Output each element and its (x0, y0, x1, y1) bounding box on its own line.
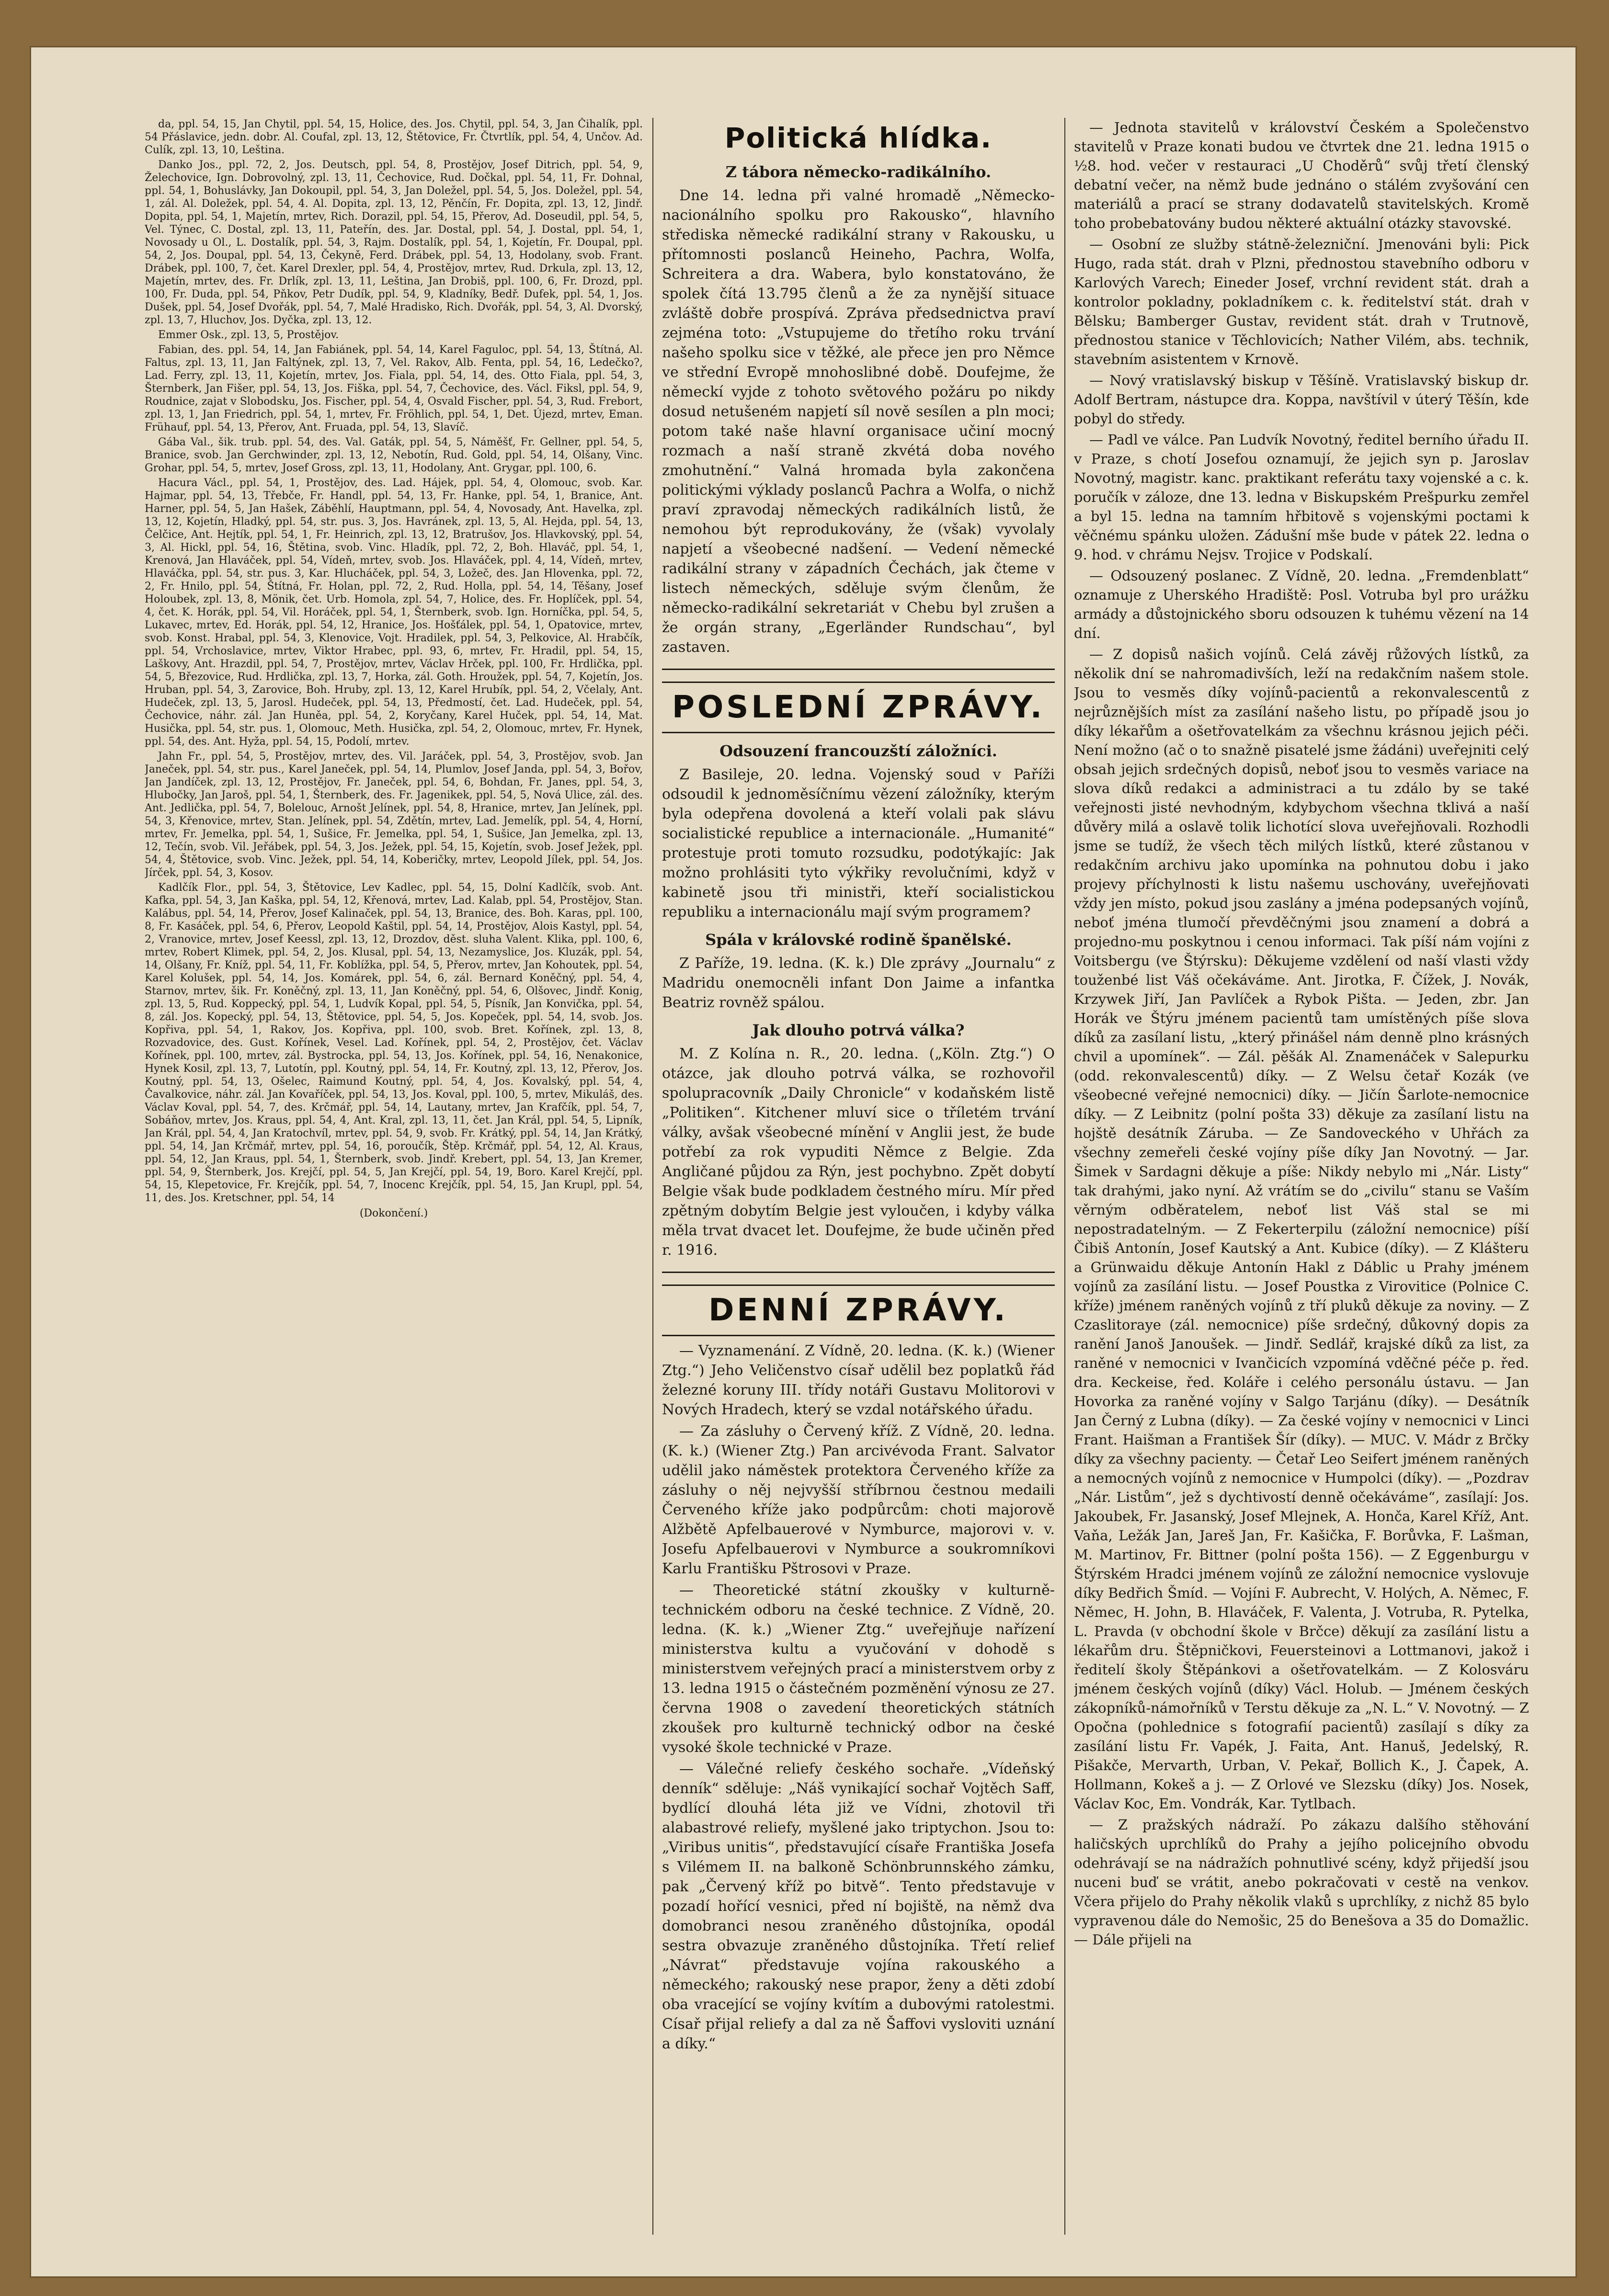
newspaper-page (30, 46, 1577, 2278)
subhead-french-reservists: Odsouzení francouzští záložníci. (719, 742, 997, 760)
news-item-paragraph: — Theoretické státní zkoušky v kulturně-technickém odboru na české technice. Z Vídně, 20. ledna. (K. k.) „Wiener Ztg.“ uveřejňuje nařízení ministerstva kultu a vyučování v dohodě s ministerstvem veřejných prací a ministerstvem orby z 13. ledna 1915 o částečném pozměnění výnosu ze 27. června 1908 o zavedení theoretických státních zkoušek pro kulturně technický odbor na české vysoké škole technické v Praze. (662, 1582, 1055, 1756)
subhead-german-radical: Z tábora německo-radikálního. (725, 163, 992, 181)
notices-column (1074, 118, 1529, 2225)
news-item-paragraph: — Za zásluhy o Červený kříž. Z Vídně, 20. ledna. (K. k.) (Wiener Ztg.) Pan arcivévoda Frant. Salvator udělil jako náměstek protektora Červeného kříže za zásluhy o něj nejvyšší stříbrnou čestnou medaili Červeného kříže jako podpůrcům: choti majorově Alžbětě Apfelbauerové v Nymburce, majorovi v. v. Josefu Apfelbauerovi v Nymburce a soukromníkovi Karlu Františku Pštrosovi v Praze. (662, 1423, 1055, 1577)
daily-news-articles (662, 1341, 1055, 2054)
divider (662, 1272, 1055, 1273)
section-title-daily-news: DENNÍ ZPRÁVY. (662, 1284, 1055, 1336)
casualty-entry-paragraph: Danko Jos., ppl. 72, 2, Jos. Deutsch, ppl. 54, 8, Prostějov, Josef Ditrich, ppl. 54, 9, Želechovice, Ign. Dobrovolný, zpl. 13, 11, Čechovice, Rud. Dočkal, ppl. 54, 11, Fr. Dohnal, ppl. 54, 1, Bohuslávky, Jan Dokoupil, ppl. 54, 3, Jan Doležel, ppl. 54, 5, Jos. Doležel, ppl. 54, 1, zál. Al. Doležek, ppl. 54, 4. Al. Dopita, zpl. 13, 12, Pěnčín, Fr. Dopita, zpl. 13, 12, Jindř. Dopita, ppl. 54, 1, Majetín, mrtev, Rich. Dorazil, ppl. 54, 15, Přerov, Ad. Doseudil, ppl. 54, 5, Vel. Týnec, C. Dostal, zpl. 13, 11, Pateřín, des. Jar. Dostal, ppl. 54, J. Dostal, ppl. 54, 1, Novosady u Ol., L. Dostalík, ppl. 54, 3, Rajm. Dostalík, ppl. 54, 1, Kojetín, Fr. Doupal, ppl. 54, 2, Jos. Doupal, ppl. 54, 13, Čekyně, Ferd. Drábek, ppl. 54, 13, Hodolany, svob. Frant. Drábek, ppl. 100, 7, čet. Karel Drexler, ppl. 54, 4, Prostějov, mrtev, Rud. Drkula, zpl. 13, 12, Majetín, mrtev, des. Fr. Drlík, zpl. 13, 11, Leština, Jan Drobiš, ppl. 100, 6, Fr. Drozd, ppl. 100, Fr. Duda, ppl. 54, Pňkov, Petr Dudík, ppl. 54, 9, Kladníky, Bedř. Dufek, ppl. 54, 1, Jos. Dušek, ppl. 54, Josef Dvořák, ppl. 54, 7, Malé Hradisko, Rich. Dvořák, ppl. 54, 3, Al. Dvorský, zpl. 13, 7, Hluchov, Jos. Dyčka, zpl. 13, 12. (145, 159, 643, 326)
casualty-entry-paragraph: Hacura Václ., ppl. 54, 1, Prostějov, des. Lad. Hájek, ppl. 54, 4, Olomouc, svob. Kar. Hajmar, ppl. 54, 13, Třebče, Fr. Handl, ppl. 54, 13, Fr. Hanke, ppl. 54, 1, Branice, Ant. Harner, ppl. 54, 5, Jan Hašek, Záběhlí, Hauptmann, ppl. 54, 4, Novosady, Ant. Havelka, zpl. 13, 12, Kojetín, Hladký, ppl. 54, str. pus. 3, Jos. Havránek, zpl. 13, 5, Al. Hejda, ppl. 54, 13, Čelčice, Ant. Hejtík, ppl. 54, 1, Fr. Heinrich, zpl. 13, 12, Bratrušov, Jos. Hlavkovský, ppl. 54, 3, Al. Hickl, ppl. 54, 16, Štětina, svob. Vinc. Hladík, ppl. 72, 2, Boh. Hlaváč, ppl. 54, 1, Krenová, Jan Hlaváček, ppl. 54, Vídeň, mrtev, svob. Jos. Hlaváček, ppl. 4, 14, Vídeň, mrtev, Hlaváčka, ppl. 54, str. pus. 3, Kar. Hlucháček, ppl. 54, 3, Ložeč, des. Jan Hlovenka, ppl. 72, 2, Fr. Hnilo, ppl. 54, Štítná, Fr. Holan, ppl. 72, 2, Rud. Holla, ppl. 54, 14, Těšany, Josef Holoubek, zpl. 13, 8, Mönik, čet. Urb. Homola, zpl. 54, 7, Holice, des. Fr. Hoplíček, ppl. 54, 4, čet. K. Horák, ppl. 54, Vil. Horáček, ppl. 54, 1, Šternberk, svob. Ign. Horníčka, ppl. 54, 5, Lukavec, mrtev, Ed. Horák, ppl. 54, 12, Hranice, Jos. Hošťálek, ppl. 54, 1, Opatovice, mrtev, svob. Konst. Hrabal, ppl. 54, 3, Klenovice, Vojt. Hradilek, ppl. 54, 3, Pelkovice, Al. Hrabčík, ppl. 54, Vrchoslavice, mrtev, Viktor Hrabec, ppl. 93, 6, mrtev, Fr. Hradil, ppl. 54, 15, Laškovy, Ant. Hrazdil, ppl. 54, 7, Prostějov, mrtev, Václav Hrček, ppl. 100, Fr. Hrdlička, ppl. 54, 5, Březovice, Rud. Hrdlička, zpl. 13, 7, Horka, zál. Goth. Hroužek, ppl. 54, 7, Kojetín, Jos. Hruban, ppl. 54, 3, Zarovice, Boh. Hruby, zpl. 13, 12, Karel Hrubík, ppl. 54, 2, Včelaly, Ant. Hudeček, zpl. 13, 5, Jarosl. Hudeček, ppl. 54, 13, Předmostí, čet. Lad. Hudeček, ppl. 54, Čechovice, náhr. zál. Jan Huněa, ppl. 54, 2, Koryčany, Karel Huček, ppl. 54, 14, Mat. Husička, ppl. 54, str. pus. 1, Olomouc, Meth. Husička, zpl. 54, 2, Olomouc, mrtev, Fr. Hynek, ppl. 54, des. Ant. Hyža, ppl. 54, 15, Podolí, mrtev. (145, 477, 643, 748)
section-title-latest-news: POSLEDNÍ ZPRÁVY. (662, 682, 1055, 733)
column-rule-2 (1064, 118, 1065, 2235)
notice-paragraph: — Jednota stavitelů v království Českém a Společenstvo stavitelů v Praze konati budou ve čtvrtek dne 21. ledna 1915 o ½8. hod. večer v restauraci „U Choděrů“ svůj třetí členský debatní večer, na němž bude jednáno o stálém zvyšování cen materiálů a prací se strany dodavatelů stavitelských. Kromě toho probebatovány budou některé aktuální otázky stavovské. (1074, 119, 1529, 231)
notice-paragraph: — Z dopisů našich vojínů. Celá závěj růžových lístků, za několik dní se nahromadivších, leží na redakčním našem stole. Jsou to vesměs díky vojínů-pacientů a rekonvalescentů z nejrůznějších míst za zasílání našeho listu, po případě jsou jo díky lékařům a ošetřovatelkám za všechnu krásnou jejich péči. Není možno (ač o to snažně pisatelé jsme žádáni) uveřejniti celý obsah jejich srdečných dopisů, neboť jsou to vesměs variace na slova díků redakci a administraci a tu zdálo by se také veřejnosti jisté nevhodným, kdybychom všechna tklivá a naší důvěry milá a oslavě tolik lichotící slova uveřejňovali. Rozhodli jsme se tudíž, že všech těch milých lístků, které zůstanou v redakčním archivu jako upomínka na pohnutou dobu i jako projevy příchylnosti k listu našemu uschovány, uveřejňovati vždy jen místo, pokud jsou zaslány a jména podepsaných vojínů, neboť jména tlumočí převděčnými jsou znamení a dobrá a projedno-mu poskytnou i cenou informaci. Tak píší nám vojíni z Voitsbergu (ve Štýrsku): Děkujeme vzdělení od naší vlasti vždy touženbé list Váš očekáváme. Ant. Jirotka, F. Čížek, J. Novák, Krzywek Jiří, Jan Pavlíček a Rybok Pišta. — Jeden, zbr. Jan Horák ve Štýru jménem pacientů tam umístěných píše slova díků za zasílaní listu, „který přinášel nám denně plno krásných chvil a upomínek“. — Zál. pěšák Al. Znamenáček v Salepurku (odd. rekonvalescentů) díky. — Z Welsu četař Kozák (ve všeobecné veřejné nemocnici) díky. — Jičín Šarlote-nemocnice díky. — Z Leibnitz (polní pošta 33) děkuje za zasílaní listu na hojště desátník Záruba. — Ze Sandoveckého v Uhřách za všechny zemeřeli české vojíny píše díky Jan Novotný. — Jar. Šimek v Sardagni děkuje a píše: Nikdy nebylo mi „Nár. Listy“ tak drahými, jako nyní. Až vrátím se do „civilu“ stanu se Vaším věrným odběratelem, neboť list Váš stal se mi nepostradatelným. — Z Fekerterpilu (záložní nemocnice) píší Čibiš Antonín, Josef Kautský a Ant. Kubice (díky). — Z Klášteru a Grünwaidu děkuje Antonín Hakl z Dáblic u Prahy jménem vojínů za zasílání listu. — Josef Poustka z Virovitice (Polnice C. kříže) jménem raněných vojínů z tří pluků děkuje za noviny. — Z Czaslitoraye (zál. nemocnice) píše srdečný, důkovný dopis za ranění Janoš Janoušek. — Jindř. Sedlář, krajské díků za list, za raněné v nemocnici v Ivančicích vzpomíná vděčné péče p. řed. dra. Keckeise, řed. Koláře i celého personálu ústavu. — Jan Hovorka za raněné vojíny v Salgo Tarjánu (díky). — Desátník Jan Černý z Lubna (díky). — Za české vojíny v nemocnici v Linci Frant. Haišman a František Šír (díky). — MUC. V. Mádr z Brčky díky za všechny pacienty. — Četař Leo Seifert jménem raněných a nemocných vojínů z nemocnice v Humpolci (díky). — „Pozdrav „Nár. Listům“, jež s dychtivostí denně očekáváme“, zasílají: Jos. Jakoubek, Fr. Jasanský, Josef Mlejnek, A. Honča, Karel Kříž, Ant. Vaňa, Ležák Jan, Jareš Jan, Fr. Kašička, F. Borůvka, F. Lašman, M. Martinov, Fr. Bittner (polní pošta 156). — Z Eggenburgu v Štýrském Hradci jménem vojínů ze záložní nemocnice vyslovuje díky Bedřich Šmíd. — Vojíni F. Aubrecht, V. Holých, A. Němec, F. Němec, H. John, B. Hlaváček, F. Valenta, J. Votruba, R. Pytelka, L. Pravda (v obchodní škole v Brčce) děkují za zasílání listu a lékařům dru. Štěpničkovi, Feuersteinovi a Lottmanovi, jakož i ředitelí školy Štěpánkovi a ošetřovatelkám. — Z Kolosváru jménem českých vojínů (díky) Václ. Holub. — Jménem českých zákopníků-námořníků v Terstu děkuje za „N. L.“ V. Novotný. — Z Opočna (pohlednice s fotografií pacientů) zasílají s díky za zasílání listu Fr. Vapék, J. Faita, Ant. Hanuš, Jedelský, R. Pišakče, Mervarth, Urban, V. Pekař, Bollich K., J. Čapek, A. Hollmann, Kokeš a j. — Z Orlové ve Slezsku (díky) Jos. Nosek, Václav Koc, Em. Vondrák, Kar. Tytlbach. (1074, 646, 1529, 1812)
divider (662, 669, 1055, 670)
notice-paragraph: — Osobní ze služby státně-železniční. Jmenováni byli: Pick Hugo, rada stát. drah v Plzni, přednostou stavebního odboru v Karlových Varech; Eineder Josef, vrchní revident stát. drah a kontrolor pokladny, pokladníkem c. k. ředitelství stát. drah v Bělsku; Bamberger Gustav, revident stát. drah v Trutnově, přednostou stanice v Těchlovicích; Nather Vilém, abs. technik, stavebním asistentem v Krnově. (1074, 236, 1529, 367)
article-paragraph: Z Paříže, 19. ledna. (K. k.) Dle zprávy „Journalu“ z Madridu onemocněli infant Don Jaime a infantka Beatriz rovněž spálou. (662, 955, 1055, 1011)
reservists-article (662, 765, 1055, 922)
news-column (662, 118, 1055, 2225)
article-paragraph: Dne 14. ledna při valné hromadě „Německo-nacionálního spolku pro Rakousko“, hlavního střediska německé radikální strany v Rakousku, u přítomnosti poslanců Heineho, Pachra, Wolfa, Schreitera a dra. Wabera, bylo konstatováno, že spolek čítá 13.795 členů a že za nynější situace zvláště dobře prospívá. Zpráva předsednictva praví zejména toto: „Vstupujeme do třetího roku trvání našeho spolku sice v těžké, ale přece jen pro Němce ve střední Evropě mnohoslibné době. Doufejme, že německí vyjde z tohoto světového požáru po nikdy dosud netušeném napjetí síl nově sesílen a pln moci; potom také naše hlavní organisace učiní mocný rozmach a naší straně zkvétá doba nového zmohutnění.“ Valná hromada byla zakončena politickými výklady poslanců Pachra a Wolfa, o nichž praví zpravodaj německých radikálních listů, že nemohou být reprodukovány, že (však) vyvolaly napjetí a všeobecné nadšení. — Vedení německé radikální strany v západních Čechách, jak čteme v listech německých, sděluje svým členům, že německo-radikální sekretariát v Chebu byl zrušen a že orgán strany, „Egerländer Rundschau“, byl zastaven. (662, 187, 1055, 656)
subhead-war-duration: Jak dlouho potrvá válka? (752, 1021, 965, 1039)
notice-paragraph: — Z pražských nádraží. Po zákazu dalšího stěhování haličských uprchlíků do Prahy a jejího policejního obvodu odehrávají se na nádražích pohnutlivé scény, když přijedší jsou nuceni buď se vrátit, anebo pokračovati v cestě na venkov. Včera přijelo do Prahy několik vlaků s uprchlíky, z nichž 85 bylo vypravenou dále do Nemošic, 25 do Benešova a 35 do Domažlic. — Dále přijeli na (1074, 1817, 1529, 1948)
column-rule-1 (652, 118, 653, 2235)
political-article (662, 186, 1055, 657)
article-paragraph: Z Basileje, 20. ledna. Vojenský soud v Paříži odsoudil k jednoměsíčnímu vězení záložníky, kterým byla odepřena dovolená a kteří volali pak slávu socialistické republice a internacionále. „Humanité“ protestuje proti tomuto rozsudku, podotýkajíc: Jak možno prohlásiti tyto výkřiky revolučními, když v kabinetě jsou tři ministři, kteří socialistickou republiku a internacionálu mají svým programem? (662, 766, 1055, 921)
notice-paragraph: — Padl ve válce. Pan Ludvík Novotný, ředitel berního úřadu II. v Praze, s chotí Josefou oznamují, že jejich syn p. Jaroslav Novotný, magistr. kanc. praktikant referátu taxy vojenské a c. k. poručík v záloze, dne 13. ledna v Biskupském Prešpurku zemřel a byl 15. ledna na tamním hřbitově s vojenskými poctami k věčnému spánku uložen. Zádušní mše bude v pátek 22. ledna o 9. hod. v chrámu Nejsv. Trojice v Podskalí. (1074, 432, 1529, 563)
notice-paragraph: — Nový vratislavský biskup v Těšíně. Vratislavský biskup dr. Adolf Bertram, nástupce dra. Koppa, navštívil v úterý Těšín, kde pobyl do středy. (1074, 372, 1529, 427)
news-item-paragraph: — Válečné reliefy českého sochaře. „Vídeňský denník“ sděluje: „Náš vynikající sochař Vojtěch Saff, bydlící dlouhá léta již ve Vídni, zhotovil tři alabastrové reliefy, myšlené jako triptychon. Jsou to: „Viribus unitis“, představující císaře Františka Josefa s Vilémem II. na balkoně Schönbrunnského zámku, pak „Červený kříž po bitvě“. Tento představuje v pozadí hořící vesnici, před ní bojiště, na němž dva domobranci nesou zraněného důstojníka, opodál sestra obvazuje zraněného důstojníka. Třetí relief „Návrat“ představuje vojína rakouského a německého; rakouský nese prapor, ženy a děti zdobí oba vracející se vojíny kvítím a dubovými ratolestmi. Císař přijal reliefy a dal za ně Šaffovi vysloviti uznání a díky.“ (662, 1761, 1055, 2052)
casualty-entry-paragraph: Fabian, des. ppl. 54, 14, Jan Fabiánek, ppl. 54, 14, Karel Faguloc, ppl. 54, 13, Štítná, Al. Faltus, zpl. 13, 11, Jan Faltýnek, zpl. 13, 7, Vel. Rakov, Alb. Fenta, ppl. 54, 16, Ledečko?, Lad. Ferry, zpl. 13, 11, Kojetín, mrtev, Jos. Fiala, ppl. 54, 14, des. Otto Fiala, ppl. 54, 3, Šternberk, Jan Fišer, ppl. 54, 13, Jos. Fiška, ppl. 54, 7, Čechovice, des. Václ. Fiksl, ppl. 54, 9, Roudnice, zajat v Slobodsku, Jos. Fischer, ppl. 54, 4, Osvald Fischer, ppl. 54, 3, Rud. Frebort, zpl. 13, 1, Jan Friedrich, ppl. 54, 1, mrtev, Fr. Fröhlich, ppl. 54, 1, Det. Újezd, mrtev, Eman. Frühauf, ppl. 54, 13, Přerov, Ant. Fruada, ppl. 54, 13, Slavíč. (145, 344, 643, 433)
news-item-paragraph: — Vyznamenání. Z Vídně, 20. ledna. (K. k.) (Wiener Ztg.“) Jeho Veličenstvo císař udělil bez poplatků řád železné koruny III. třídy notáři Gustavu Molitorovi v Nových Hradech, který se vzdal notářského úřadu. (662, 1342, 1055, 1418)
casualty-list-column (145, 118, 643, 2225)
casualty-entry-paragraph: Gába Val., šik. trub. ppl. 54, des. Val. Gaták, ppl. 54, 5, Náměšť, Fr. Gellner, ppl. 54, 5, Branice, svob. Jan Gerchwinder, zpl. 13, 12, Nebotín, Rud. Gold, ppl. 54, 14, Olšany, Vinc. Grohar, ppl. 54, 5, mrtev, Josef Gross, zpl. 13, 11, Hodolany, Ant. Grygar, ppl. 100, 6. (145, 436, 643, 474)
war-duration-article (662, 1044, 1055, 1260)
continuation-note: (Dokončení.) (359, 1207, 428, 1219)
article-paragraph: M. Z Kolína n. R., 20. ledna. („Köln. Ztg.“) O otázce, jak dlouho potrvá válka, se rozhovořil spolupracovník „Daily Chronicle“ v kodaňském listě „Politiken“. Kitchener mluví sice o tříletém trvání války, avšak všeobecné mínění v Anglii jest, že bude potřebí za rok vypuditi Němce z Belgie. Zda Angličané půjdou za Rýn, jest pochybno. Zpět dobytí Belgie však bude podkladem čestného míru. Mír před zpětným dobytím Belgie jest vyloučen, i kdyby válka měla trvat dvacet let. Doufejme, že bude učiněn před r. 1916. (662, 1046, 1055, 1259)
notice-paragraph: — Odsouzený poslanec. Z Vídně, 20. ledna. „Fremdenblatt“ oznamuje z Uherského Hradiště: Posl. Votruba byl pro urážku armády a důstojnického sboru odsouzen k tuhému vězení na 14 dní. (1074, 568, 1529, 641)
casualty-entry-paragraph: Jahn Fr., ppl. 54, 5, Prostějov, mrtev, des. Vil. Jaráček, ppl. 54, 3, Prostějov, svob. Jan Janeček, ppl. 54, str. pus., Karel Janeček, ppl. 54, 14, Plumlov, Josef Janda, ppl. 54, 3, Bořov, Jan Jandíček, zpl. 13, 12, Prostějov, Fr. Janeček, ppl. 54, 6, Bohdan, Fr. Janes, ppl. 54, 3, Hlubočky, Jan Jaroš, ppl. 54, 1, Šternberk, des. Fr. Jagenikek, ppl. 54, 5, Nová Ulice, zál. des. Ant. Jedlička, ppl. 54, 7, Bolelouc, Arnošt Jelínek, ppl. 54, 8, Hranice, mrtev, Jan Jelínek, ppl. 54, 3, Křenovice, mrtev, Stan. Jelínek, ppl. 54, Zdětín, mrtev, Lad. Jemelík, ppl. 54, 4, Horní, mrtev, Fr. Jemelka, ppl. 54, 1, Sušice, Fr. Jemelka, ppl. 54, 1, Sušice, Jan Jemelka, zpl. 13, 12, Tečín, svob. Vil. Jeřábek, ppl. 54, 3, Jos. Ježek, ppl. 54, 15, Kojetín, svob. Josef Ježek, ppl. 54, 4, Štětovice, svob. Vinc. Ježek, ppl. 54, 14, Koberičky, mrtev, Leopold Jílek, ppl. 54, Jos. Jírček, ppl. 54, 3, Kosov. (145, 750, 643, 879)
casualty-entry-paragraph: da, ppl. 54, 15, Jan Chytil, ppl. 54, 15, Holice, des. Jos. Chytil, ppl. 54, 3, Jan Čihalík, ppl. 54 Přáslavice, jedn. dobr. Al. Coufal, zpl. 13, 12, Štětovice, Fr. Čtvrtlík, ppl. 54, 4, Unčov. Ad. Culík, zpl. 13, 10, Leština. (145, 118, 643, 156)
section-title-political: Politická hlídka. (724, 122, 993, 154)
scarlet-fever-article (662, 954, 1055, 1012)
subhead-scarlet-fever: Spála v královské rodině španělské. (705, 931, 1012, 949)
casualty-entry-paragraph: Emmer Osk., zpl. 13, 5, Prostějov. (158, 329, 339, 341)
casualty-entry-paragraph: Kadlčík Flor., ppl. 54, 3, Štětovice, Lev Kadlec, ppl. 54, 15, Dolní Kadlčík, svob. Ant. Kafka, ppl. 54, 3, Jan Kaška, ppl. 54, 12, Křenová, mrtev, Lad. Kalab, ppl. 54, Prostějov, Stan. Kalábus, ppl. 54, 14, Přerov, Josef Kalinaček, ppl. 54, 13, Branice, des. Boh. Karas, ppl. 100, 8, Fr. Kasáček, ppl. 54, 6, Přerov, Leopold Kaštil, ppl. 54, 14, Prostějov, Alois Kastyl, ppl. 54, 2, Vranovice, mrtev, Josef Keessl, zpl. 13, 12, Drozdov, děst. sluha Valent. Klika, ppl. 100, 6, mrtev, Robert Klimek, ppl. 54, 2, Jos. Klusal, ppl. 54, 13, Nezamyslice, Jos. Kluzák, ppl. 54, 14, Olšany, Fr. Kníž, ppl. 54, 11, Fr. Koblížka, ppl. 54, 5, Přerov, mrtev, Jan Kohoutek, ppl. 54, Karel Kolušek, ppl. 54, 14, Jos. Komárek, ppl. 54, 6, zál. Bernard Koněčný, ppl. 54, 4, Starnov, mrtev, šik. Fr. Koněčný, zpl. 13, 11, Jan Koněčný, ppl. 54, 6, Olšovec, Jindř. Konig, zpl. 13, 5, Rud. Koppecký, ppl. 54, 1, Ludvík Kopal, ppl. 54, 5, Písník, Jan Konvička, ppl. 54, 8, zál. Jos. Kopecký, ppl. 54, 13, Štětovice, ppl. 54, 5, Jos. Kopeček, ppl. 54, 14, svob. Jos. Kopřiva, ppl. 54, 1, Rakov, Jos. Kopřiva, ppl. 100, svob. Bret. Kořínek, zpl. 13, 8, Rozvadovice, des. Gust. Kořínek, Vesel. Lad. Kořínek, ppl. 54, 2, Prostějov, čet. Václav Kořínek, ppl. 100, mrtev, zál. Bystrocka, ppl. 54, 13, Jos. Kořínek, ppl. 54, 16, Nenakonice, Hynek Kosil, zpl. 13, 7, Lutotín, ppl. Koutný, ppl. 54, 14, Fr. Koutný, zpl. 13, 12, Přerov, Jos. Koutný, ppl. 54, 13, Ošelec, Raimund Koutný, ppl. 54, 4, Jos. Kovalský, ppl. 54, 4, Čavalkovice, náhr. zál. Jan Kovaříček, ppl. 54, 13, Jos. Koval, ppl. 100, 5, mrtev, Mikuláš, des. Václav Koval, ppl. 54, 7, des. Krčmář, ppl. 54, 14, Lautany, mrtev, Jan Krafčík, ppl. 54, 7, Sobáňov, mrtev, Jos. Kraus, ppl. 54, 4, Ant. Kral, zpl. 13, 11, čet. Jan Král, ppl. 54, 5, Lipník, Jan Král, ppl. 54, 4, Jan Kratochvíl, mrtev, ppl. 54, 9, svob. Fr. Krátký, ppl. 54, 14, Jan Krátký, ppl. 54, 14, Jan Krčmář, mrtev, ppl. 54, 16, poroučík, Štěp. Krčmář, ppl. 54, 12, Al. Kraus, ppl. 54, 12, Jan Kraus, ppl. 54, 1, Šternberk, svob. Jindř. Krebert, ppl. 54, 13, Jan Kremer, ppl. 54, 9, Šternberk, Jos. Krejčí, ppl. 54, 5, Jan Krejčí, ppl. 54, 19, Boro. Karel Krejčí, ppl. 54, 15, Klepetovice, Fr. Krejčík, ppl. 54, 7, Inocenc Krejčík, ppl. 54, 15, Jan Krupl, ppl. 54, 11, des. Jos. Kretschner, ppl. 54, 14 (145, 882, 643, 1204)
